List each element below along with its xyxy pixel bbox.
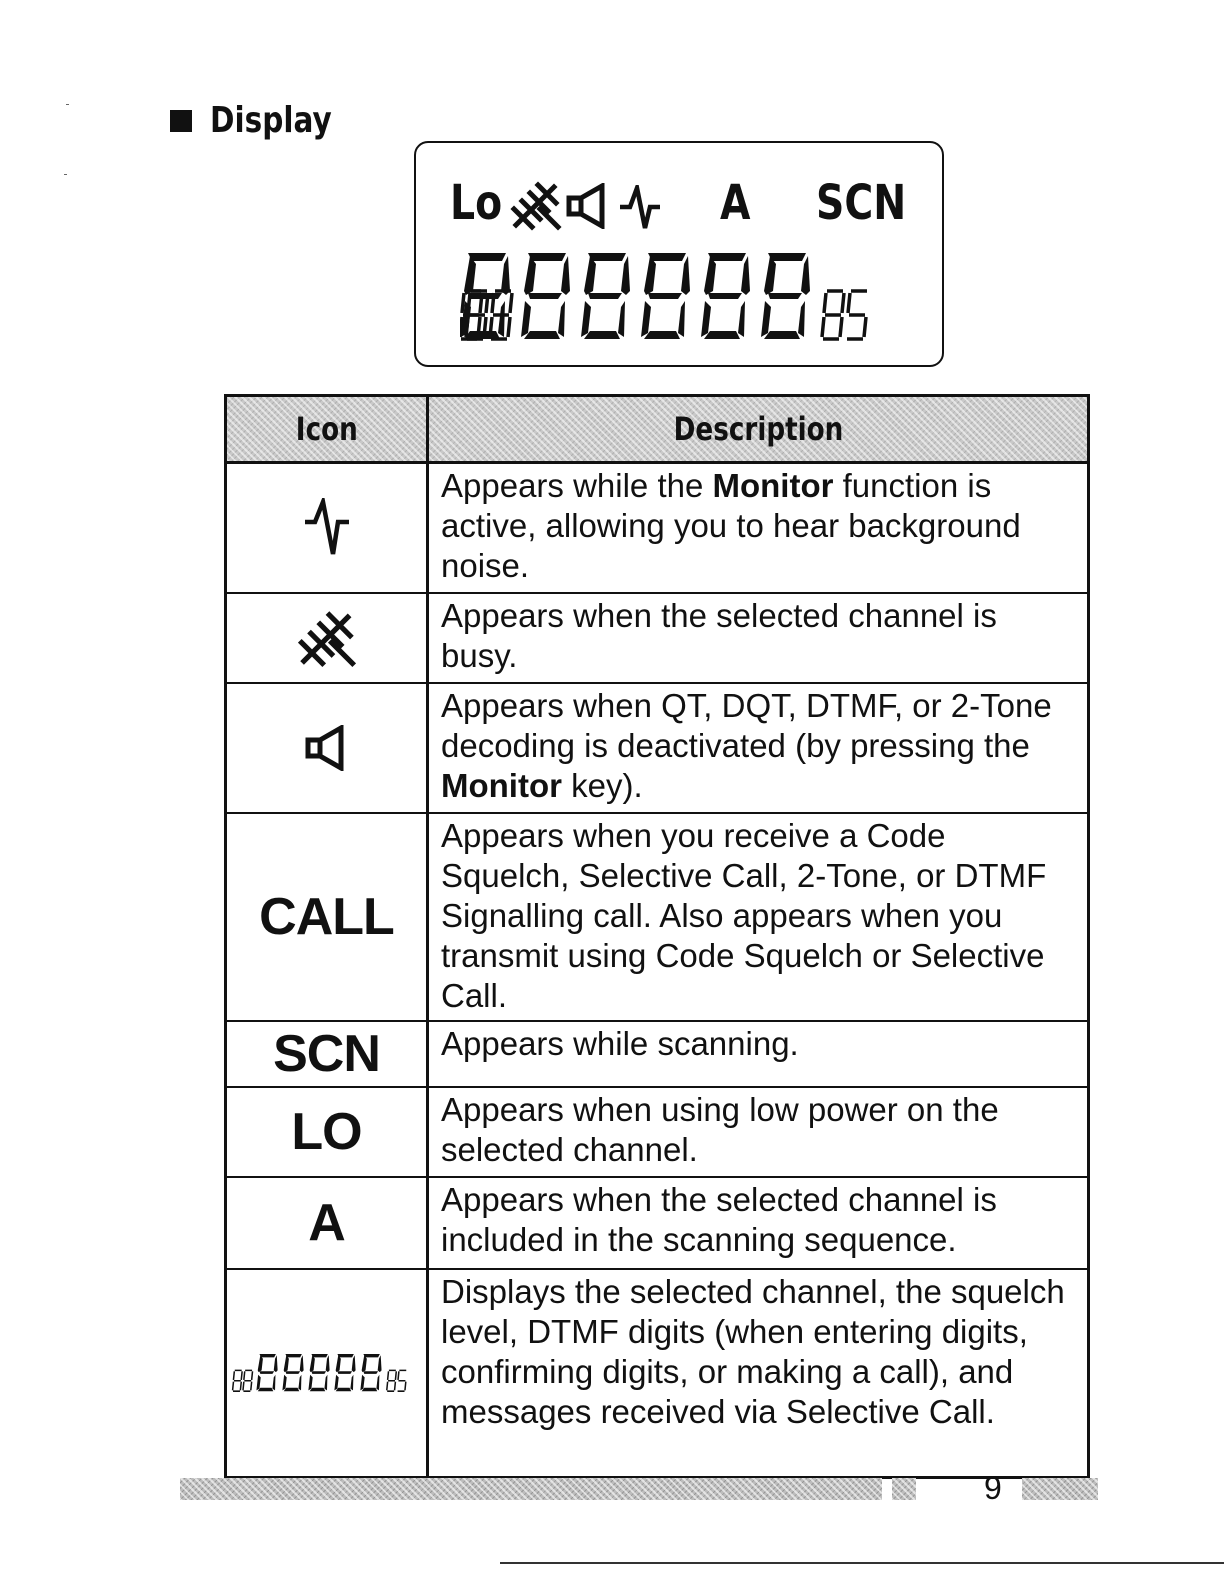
- section-title: Display: [210, 100, 332, 141]
- lcd-a-label: A: [720, 175, 751, 231]
- table-row: [227, 464, 1087, 594]
- icon-cell: [227, 464, 429, 592]
- table-row: [227, 814, 1087, 1022]
- table-row: [227, 594, 1087, 684]
- icon-description-table: [224, 394, 1090, 1479]
- speaker-icon: [305, 725, 349, 771]
- monitor-icon: [303, 498, 351, 558]
- column-header-icon: Icon: [227, 397, 429, 461]
- footer-decorative-bar: [892, 1478, 916, 1500]
- icon-cell: [227, 1178, 429, 1268]
- table-row: [227, 1178, 1087, 1270]
- lo-indicator: LO: [291, 1103, 362, 1161]
- lcd-display-illustration: [414, 141, 944, 367]
- speaker-icon: [566, 183, 610, 229]
- table-row: [227, 1270, 1087, 1476]
- description-cell: Appears while scanning.: [441, 1025, 799, 1062]
- table-row: [227, 684, 1087, 814]
- icon-cell: [227, 1088, 429, 1176]
- page-number: 9: [984, 1470, 1002, 1506]
- table-header-row: [227, 397, 1087, 464]
- table-row: [227, 1022, 1087, 1088]
- seven-segment-display-icon: [230, 1353, 424, 1393]
- busy-icon: [297, 607, 357, 669]
- column-header-description: Description: [673, 410, 843, 448]
- footer-decorative-bar: [180, 1478, 882, 1500]
- section-heading: [170, 100, 358, 141]
- table-row: [227, 1088, 1087, 1178]
- bullet-square-icon: [170, 110, 192, 132]
- seven-segment-digits: [460, 251, 908, 343]
- busy-icon: [510, 179, 562, 231]
- a-indicator: A: [308, 1194, 345, 1252]
- icon-cell: [227, 594, 429, 682]
- bottom-rule: [500, 1562, 1224, 1564]
- monitor-icon: [618, 185, 662, 231]
- description-cell: Appears when you receive a Code Squelch, Selective Call, 2-Tone, or DTMF Signalling call. Also appears when you transmit using Code Squelch or Selective Call.: [441, 817, 1047, 1014]
- icon-cell: [227, 814, 429, 1020]
- description-cell: Appears when the selected channel is busy.: [441, 597, 997, 674]
- description-cell: Appears when QT, DQT, DTMF, or 2-Tone decoding is deactivated (by pressing the Monitor key).: [441, 687, 1052, 804]
- icon-cell: [227, 684, 429, 812]
- call-indicator: CALL: [259, 888, 394, 946]
- lcd-lo-label: Lo: [450, 175, 503, 231]
- description-cell: Appears while the Monitor function is active, allowing you to hear background noise.: [441, 467, 1021, 584]
- description-cell: Appears when the selected channel is included in the scanning sequence.: [441, 1181, 997, 1258]
- icon-cell: [227, 1270, 429, 1476]
- footer-decorative-bar: [1022, 1478, 1098, 1500]
- description-cell: Appears when using low power on the selected channel.: [441, 1091, 999, 1168]
- icon-cell: [227, 1022, 429, 1086]
- lcd-scn-label: SCN: [816, 175, 907, 231]
- description-cell: Displays the selected channel, the squelch level, DTMF digits (when entering digits, confirming digits, or making a call), and messages received via Selective Call.: [441, 1273, 1065, 1430]
- scn-indicator: SCN: [273, 1025, 380, 1083]
